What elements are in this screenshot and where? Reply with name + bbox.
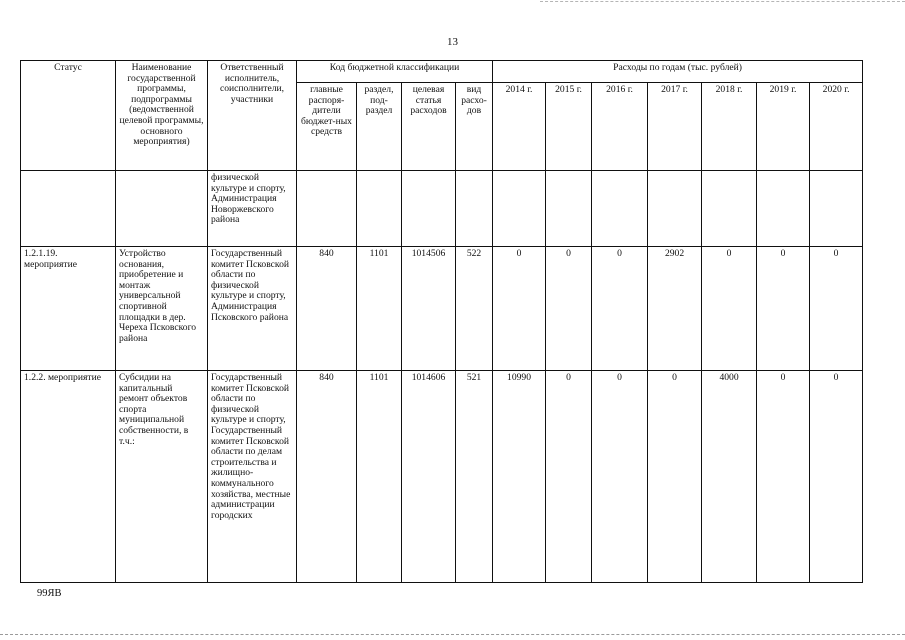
- scan-artifact-top: [540, 1, 905, 2]
- cell-status: [21, 171, 116, 247]
- cell-grbs: 840: [297, 371, 357, 583]
- cell-section: [357, 171, 402, 247]
- cell-year-2016: 0: [592, 371, 648, 583]
- cell-target: 1014506: [402, 247, 456, 371]
- header-row-1: [21, 61, 863, 83]
- footer-code: 99ЯВ: [37, 588, 62, 599]
- header-year-2016: 2016 г.: [592, 83, 648, 171]
- cell-year-2019: 0: [757, 371, 810, 583]
- header-target: целевая статья расходов: [402, 83, 456, 171]
- header-year-2015: 2015 г.: [546, 83, 592, 171]
- cell-name: [116, 171, 208, 247]
- cell-year-2014: 10990: [493, 371, 546, 583]
- cell-target: [402, 171, 456, 247]
- table-row: [21, 171, 863, 247]
- cell-target: 1014606: [402, 371, 456, 583]
- cell-year-2015: 0: [546, 371, 592, 583]
- header-grbs: главные распоря-дители бюджет-ных средств: [297, 83, 357, 171]
- header-status: Статус: [21, 61, 116, 171]
- header-section: раздел, под-раздел: [357, 83, 402, 171]
- header-budget-code: Код бюджетной классификации: [297, 61, 493, 83]
- cell-executor: физической культуре и спорту, Администрация Новоржевского района: [208, 171, 297, 247]
- cell-section: 1101: [357, 247, 402, 371]
- cell-year-2020: 0: [810, 247, 863, 371]
- cell-type: 521: [456, 371, 493, 583]
- header-name: Наименование государственной программы, подпрограммы (ведомственной целевой программы, основного мероприятия): [116, 61, 208, 171]
- cell-year-2020: 0: [810, 371, 863, 583]
- cell-year-2020: [810, 171, 863, 247]
- cell-year-2017: 0: [648, 371, 702, 583]
- cell-type: [456, 171, 493, 247]
- header-year-2019: 2019 г.: [757, 83, 810, 171]
- cell-year-2019: 0: [757, 247, 810, 371]
- cell-year-2019: [757, 171, 810, 247]
- cell-name: Устройство основания, приобретение и монтаж универсальной спортивной площадки в дер. Череха Псковского района: [116, 247, 208, 371]
- cell-grbs: 840: [297, 247, 357, 371]
- cell-grbs: [297, 171, 357, 247]
- header-executor: Ответственный исполнитель, соисполнители, участники: [208, 61, 297, 171]
- cell-year-2014: [493, 171, 546, 247]
- table-row: [21, 371, 863, 583]
- cell-executor: Государственный комитет Псковской области по физической культуре и спорту, Государственный комитет Псковской области по делам строительства и жилищно-коммунального хозяйства, местные администрации городских: [208, 371, 297, 583]
- cell-year-2015: 0: [546, 247, 592, 371]
- cell-name: Субсидии на капитальный ремонт объектов спорта муниципальной собственности, в т.ч.:: [116, 371, 208, 583]
- header-year-2018: 2018 г.: [702, 83, 757, 171]
- cell-year-2018: 4000: [702, 371, 757, 583]
- header-year-2017: 2017 г.: [648, 83, 702, 171]
- cell-section: 1101: [357, 371, 402, 583]
- cell-type: 522: [456, 247, 493, 371]
- scan-artifact-bottom: [0, 634, 905, 635]
- cell-year-2017: 2902: [648, 247, 702, 371]
- header-year-2014: 2014 г.: [493, 83, 546, 171]
- cell-year-2016: 0: [592, 247, 648, 371]
- cell-year-2018: [702, 171, 757, 247]
- cell-year-2018: 0: [702, 247, 757, 371]
- cell-year-2017: [648, 171, 702, 247]
- cell-status: 1.2.1.19. мероприятие: [21, 247, 116, 371]
- header-expenses: Расходы по годам (тыс. рублей): [493, 61, 863, 83]
- cell-year-2014: 0: [493, 247, 546, 371]
- table-row: [21, 247, 863, 371]
- budget-table: [20, 60, 863, 583]
- cell-year-2016: [592, 171, 648, 247]
- header-type: вид расхо-дов: [456, 83, 493, 171]
- cell-status: 1.2.2. мероприятие: [21, 371, 116, 583]
- cell-year-2015: [546, 171, 592, 247]
- page-number: 13: [447, 36, 458, 48]
- cell-executor: Государственный комитет Псковской области по физической культуре и спорту, Администрация Псковского района: [208, 247, 297, 371]
- header-year-2020: 2020 г.: [810, 83, 863, 171]
